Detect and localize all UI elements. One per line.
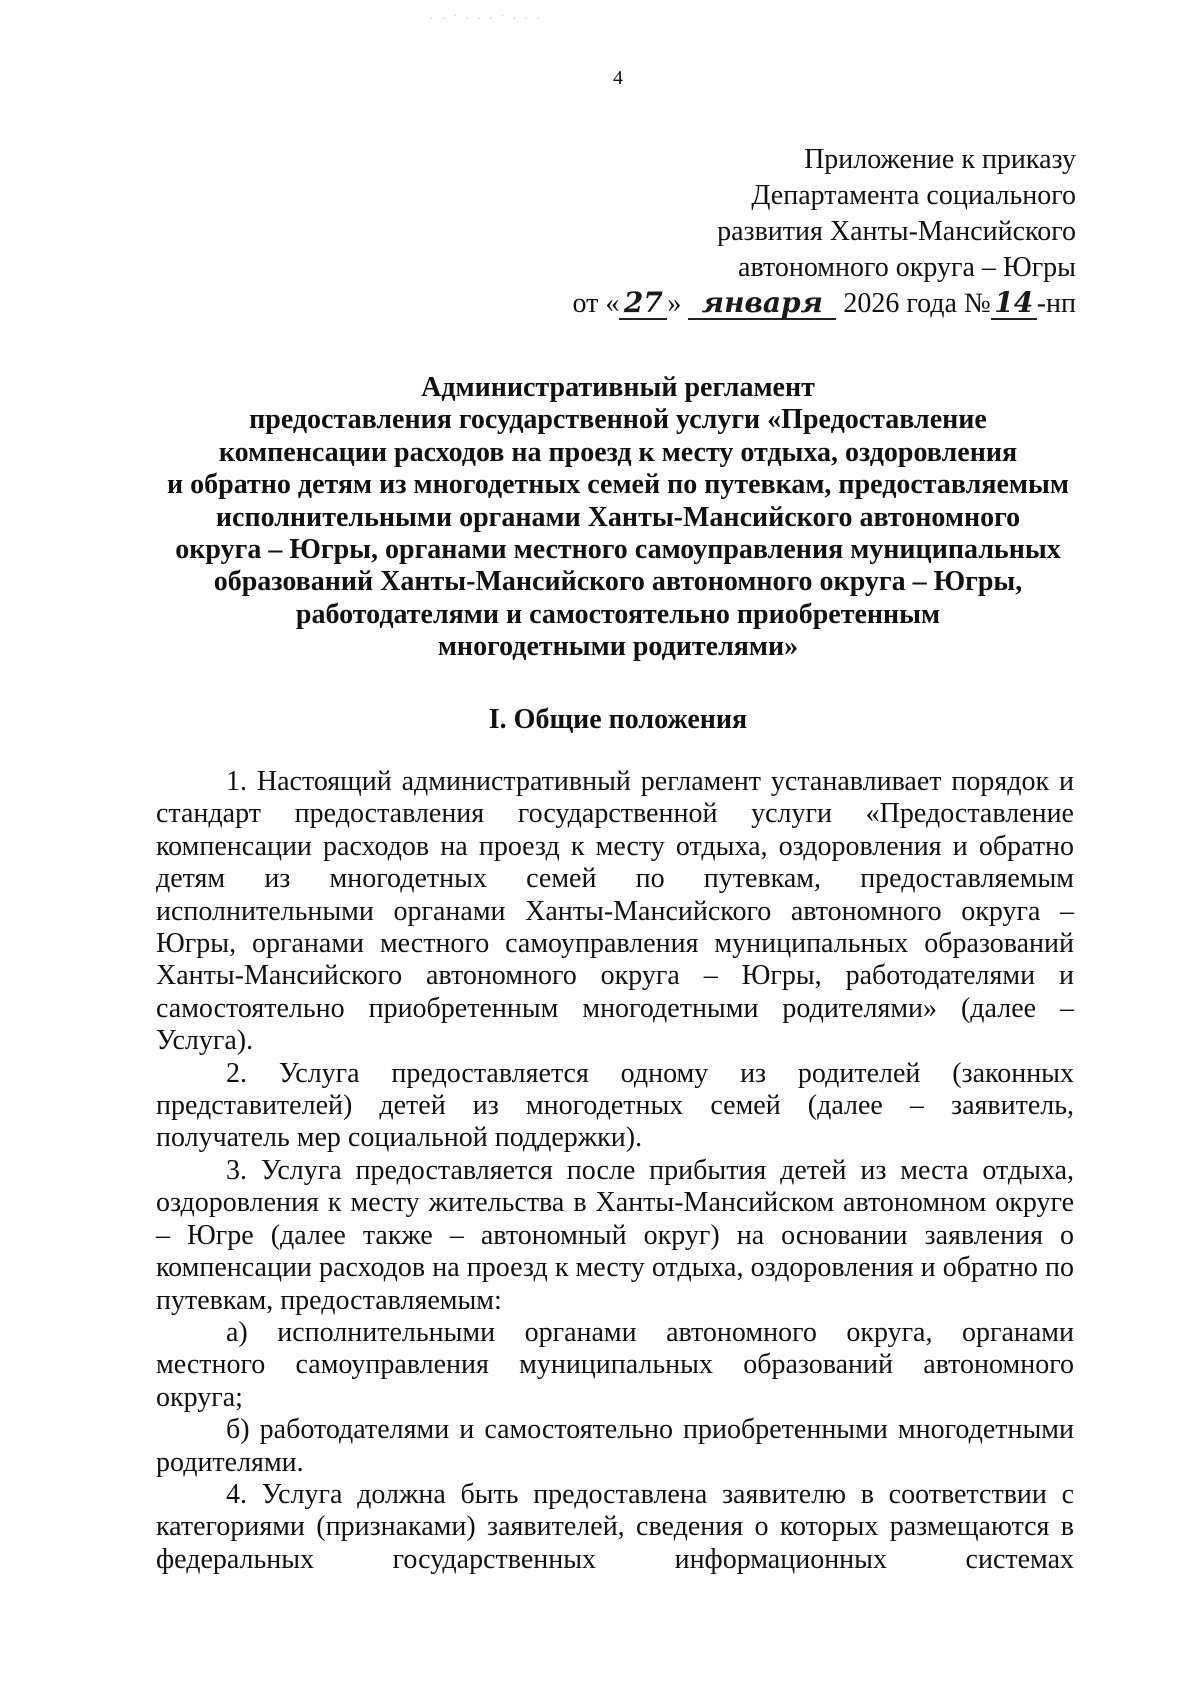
paragraph: 2. Услуга предоставляется одному из родителей (законных представителей) детей из многодетных семей (далее – заявитель, получатель мер социальной поддержки). bbox=[156, 1057, 1074, 1154]
paragraph: а) исполнительными органами автономного округа, органами местного самоуправления муниципальных образований автономного округа; bbox=[156, 1316, 1074, 1413]
title-line: округа – Югры, органами местного самоуправления муниципальных bbox=[175, 534, 1061, 566]
paragraph: 1. Настоящий административный регламент устанавливает порядок и стандарт предоставления государственной услуги «Предоставление компенсации расходов на проезд к месту отдыха, оздоровления и обратно детям из многодетных семей по путевкам, предоставляемым исполнительными органами Ханты-Мансийского автономного округа – Югры, органами местного самоуправления муниципальных образований Ханты-Мансийского автономного округа – Югры, работодателями и самостоятельно приобретенным многодетными родителями» (далее – Услуга). bbox=[156, 766, 1074, 1057]
paragraph: 3. Услуга предоставляется после прибытия детей из места отдыха, оздоровления к месту жительства в Ханты-Мансийском автономном округе – Югре (далее также – автономный округ) на основании заявления о компенсации расходов на проезд к месту отдыха, оздоровления и обратно по путевкам, предоставляемым: bbox=[156, 1154, 1074, 1316]
handwritten-month: января bbox=[688, 288, 836, 320]
title-line: и обратно детям из многодетных семей по путевкам, предоставляемым bbox=[167, 469, 1069, 501]
title-line: предоставления государственной услуги «Предоставление bbox=[249, 404, 987, 436]
paragraph: 4. Услуга должна быть предоставлена заявителю в соответствии с категориями (признаками) заявителей, сведения о которых размещаются в федеральных государственных информационных системах bbox=[156, 1478, 1074, 1575]
approval-line: развития Ханты-Мансийского bbox=[717, 216, 1076, 247]
handwritten-day: 27 bbox=[619, 288, 667, 320]
approval-line: Приложение к приказу bbox=[804, 144, 1076, 175]
approval-line: Департамента социального bbox=[751, 180, 1076, 211]
scan-noise: · · ˙ · · · ˙ · · · bbox=[430, 14, 543, 25]
title-line: образований Ханты-Мансийского автономного округа – Югры, bbox=[213, 566, 1023, 598]
title-line: работодателями и самостоятельно приобретенным bbox=[295, 598, 941, 630]
page-number: 4 bbox=[613, 67, 623, 89]
date-year-text: 2026 года № bbox=[843, 288, 991, 319]
date-prefix: от « bbox=[572, 288, 620, 319]
date-mid: » bbox=[667, 288, 682, 319]
section-heading: I. Общие положения bbox=[488, 704, 748, 735]
document-title bbox=[150, 372, 1086, 664]
approval-date-line bbox=[572, 286, 1076, 322]
approval-line: автономного округа – Югры bbox=[738, 252, 1076, 283]
order-suffix: -нп bbox=[1036, 288, 1076, 319]
title-line: исполнительными органами Ханты-Мансийского автономного bbox=[215, 501, 1021, 533]
title-line: Административный регламент bbox=[421, 372, 815, 403]
paragraph: б) работодателями и самостоятельно приобретенными многодетными родителями. bbox=[156, 1414, 1074, 1478]
approval-block bbox=[572, 142, 1076, 322]
handwritten-order-number: 14 bbox=[991, 288, 1037, 320]
title-line: компенсации расходов на проезд к месту отдыха, оздоровления bbox=[218, 436, 1018, 468]
document-body bbox=[156, 766, 1074, 1576]
title-line: многодетными родителями» bbox=[437, 631, 799, 663]
